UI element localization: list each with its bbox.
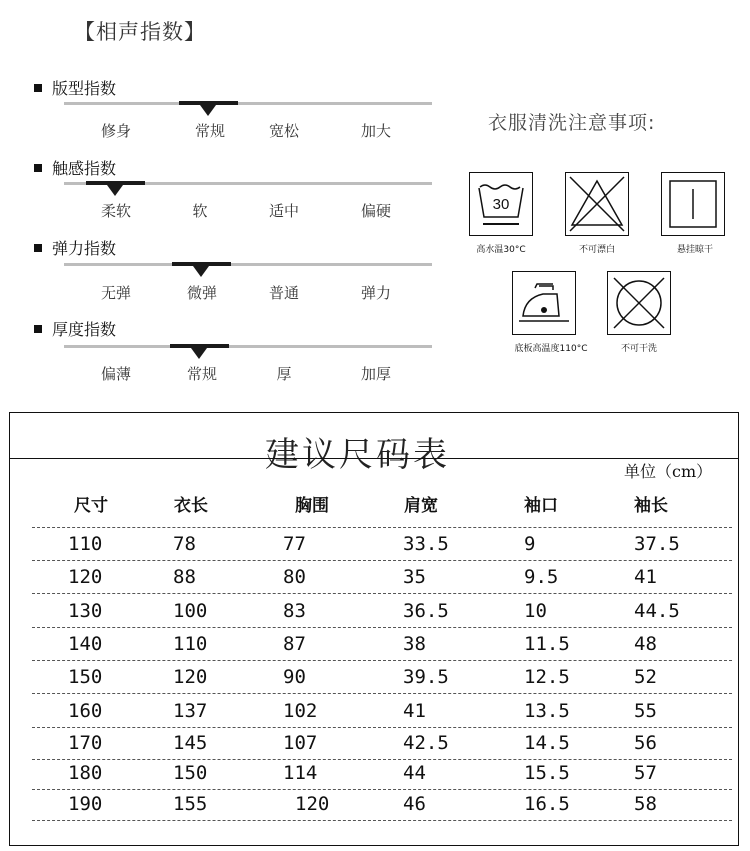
table-title: 建议尺码表 (265, 435, 450, 475)
table-cell: 170 (68, 732, 103, 754)
table-cell: 33.5 (403, 533, 449, 555)
table-cell: 36.5 (403, 600, 449, 622)
unit-label: 单位（cm） (624, 462, 713, 481)
index-option: 厚 (276, 365, 292, 383)
index-marker-arrow (193, 266, 209, 277)
index-marker-arrow (191, 348, 207, 359)
row-divider (32, 593, 732, 594)
hang-dry-icon (661, 172, 725, 236)
table-cell: 87 (283, 633, 306, 655)
table-cell: 15.5 (524, 762, 570, 784)
index-marker-arrow (107, 185, 123, 196)
table-cell: 120 (68, 566, 103, 588)
table-cell: 44.5 (634, 600, 680, 622)
header-chest: 胸围 (295, 496, 329, 516)
table-cell: 190 (68, 793, 103, 815)
index-option-selected: 微弹 (186, 284, 217, 302)
table-cell: 90 (283, 666, 306, 688)
header-shoulder: 肩宽 (404, 496, 438, 516)
wash-30-icon (469, 172, 533, 236)
table-cell: 130 (68, 600, 103, 622)
table-cell: 56 (634, 732, 657, 754)
table-cell: 46 (403, 793, 426, 815)
icon-caption: 底板高温度110°C (514, 344, 588, 354)
table-cell: 11.5 (524, 633, 570, 655)
table-cell: 16.5 (524, 793, 570, 815)
table-cell: 110 (173, 633, 208, 655)
table-cell: 10 (524, 600, 547, 622)
index-block-touch (34, 156, 454, 226)
icon-caption: 不可漂白 (578, 245, 615, 255)
no-bleach-icon (565, 172, 629, 236)
index-option: 偏硬 (360, 202, 391, 220)
icon-caption: 不可干洗 (620, 344, 657, 354)
row-divider (32, 560, 732, 561)
index-track (64, 345, 432, 348)
index-option: 无弹 (100, 284, 131, 302)
index-option: 修身 (100, 122, 131, 140)
table-cell: 13.5 (524, 700, 570, 722)
size-table (9, 412, 739, 846)
index-option: 软 (192, 202, 208, 220)
table-cell: 100 (173, 600, 208, 622)
index-option: 偏薄 (100, 365, 131, 383)
table-cell: 120 (173, 666, 208, 688)
table-cell: 150 (173, 762, 208, 784)
title-divider (10, 458, 738, 459)
index-marker-arrow (200, 105, 216, 116)
table-cell: 155 (173, 793, 208, 815)
index-block-thickness (34, 317, 454, 387)
table-cell: 83 (283, 600, 306, 622)
table-cell: 102 (283, 700, 318, 722)
index-option-selected: 柔软 (100, 202, 131, 220)
row-divider (32, 789, 732, 790)
table-cell: 160 (68, 700, 103, 722)
table-cell: 88 (173, 566, 196, 588)
index-label-thickness: 厚度指数 (34, 317, 116, 340)
table-cell: 35 (403, 566, 426, 588)
header-size: 尺寸 (74, 496, 108, 516)
table-cell: 180 (68, 762, 103, 784)
index-label-elastic: 弹力指数 (34, 236, 116, 259)
table-cell: 110 (68, 533, 103, 555)
row-divider (32, 727, 732, 728)
care-title: 衣服清洗注意事项: (488, 112, 656, 134)
iron-icon (512, 271, 576, 335)
no-dry-clean-icon (607, 271, 671, 335)
section-title: 【相声指数】 (74, 20, 206, 44)
index-option-selected: 常规 (194, 122, 225, 140)
index-option: 普通 (268, 284, 299, 302)
table-cell: 14.5 (524, 732, 570, 754)
index-option: 加大 (360, 122, 391, 140)
table-cell: 80 (283, 566, 306, 588)
index-label-touch: 触感指数 (34, 156, 116, 179)
table-cell: 145 (173, 732, 208, 754)
header-length: 衣长 (174, 496, 208, 516)
table-cell: 41 (634, 566, 657, 588)
index-track (64, 102, 432, 105)
table-cell: 107 (283, 732, 318, 754)
row-divider (32, 627, 732, 628)
table-cell: 55 (634, 700, 657, 722)
index-block-elastic (34, 236, 454, 306)
index-option-selected: 常规 (186, 365, 217, 383)
row-divider (32, 527, 732, 528)
table-cell: 58 (634, 793, 657, 815)
index-option: 弹力 (360, 284, 391, 302)
row-divider (32, 693, 732, 694)
table-cell: 48 (634, 633, 657, 655)
index-track (64, 263, 432, 266)
table-cell: 38 (403, 633, 426, 655)
table-cell: 41 (403, 700, 426, 722)
table-cell: 39.5 (403, 666, 449, 688)
table-cell: 9.5 (524, 566, 559, 588)
row-divider (32, 759, 732, 760)
table-cell: 57 (634, 762, 657, 784)
wash-temp-text: 30 (492, 196, 510, 213)
row-divider (32, 820, 732, 821)
table-cell: 44 (403, 762, 426, 784)
table-cell: 52 (634, 666, 657, 688)
row-divider (32, 660, 732, 661)
table-cell: 78 (173, 533, 196, 555)
index-label-fit: 版型指数 (34, 76, 116, 99)
index-block-fit (34, 76, 454, 146)
header-cuff: 袖口 (524, 496, 558, 516)
icon-caption: 高水温30°C (476, 245, 526, 255)
table-cell: 120 (295, 793, 330, 815)
table-cell: 42.5 (403, 732, 449, 754)
table-cell: 137 (173, 700, 208, 722)
table-cell: 114 (283, 762, 318, 784)
table-cell: 12.5 (524, 666, 570, 688)
index-option: 宽松 (268, 122, 299, 140)
icon-caption: 悬挂晾干 (676, 245, 713, 255)
index-option: 加厚 (360, 365, 391, 383)
table-cell: 77 (283, 533, 306, 555)
table-cell: 150 (68, 666, 103, 688)
table-cell: 37.5 (634, 533, 680, 555)
table-cell: 140 (68, 633, 103, 655)
header-sleeve: 袖长 (634, 496, 668, 516)
index-option: 适中 (268, 202, 299, 220)
table-cell: 9 (524, 533, 536, 555)
